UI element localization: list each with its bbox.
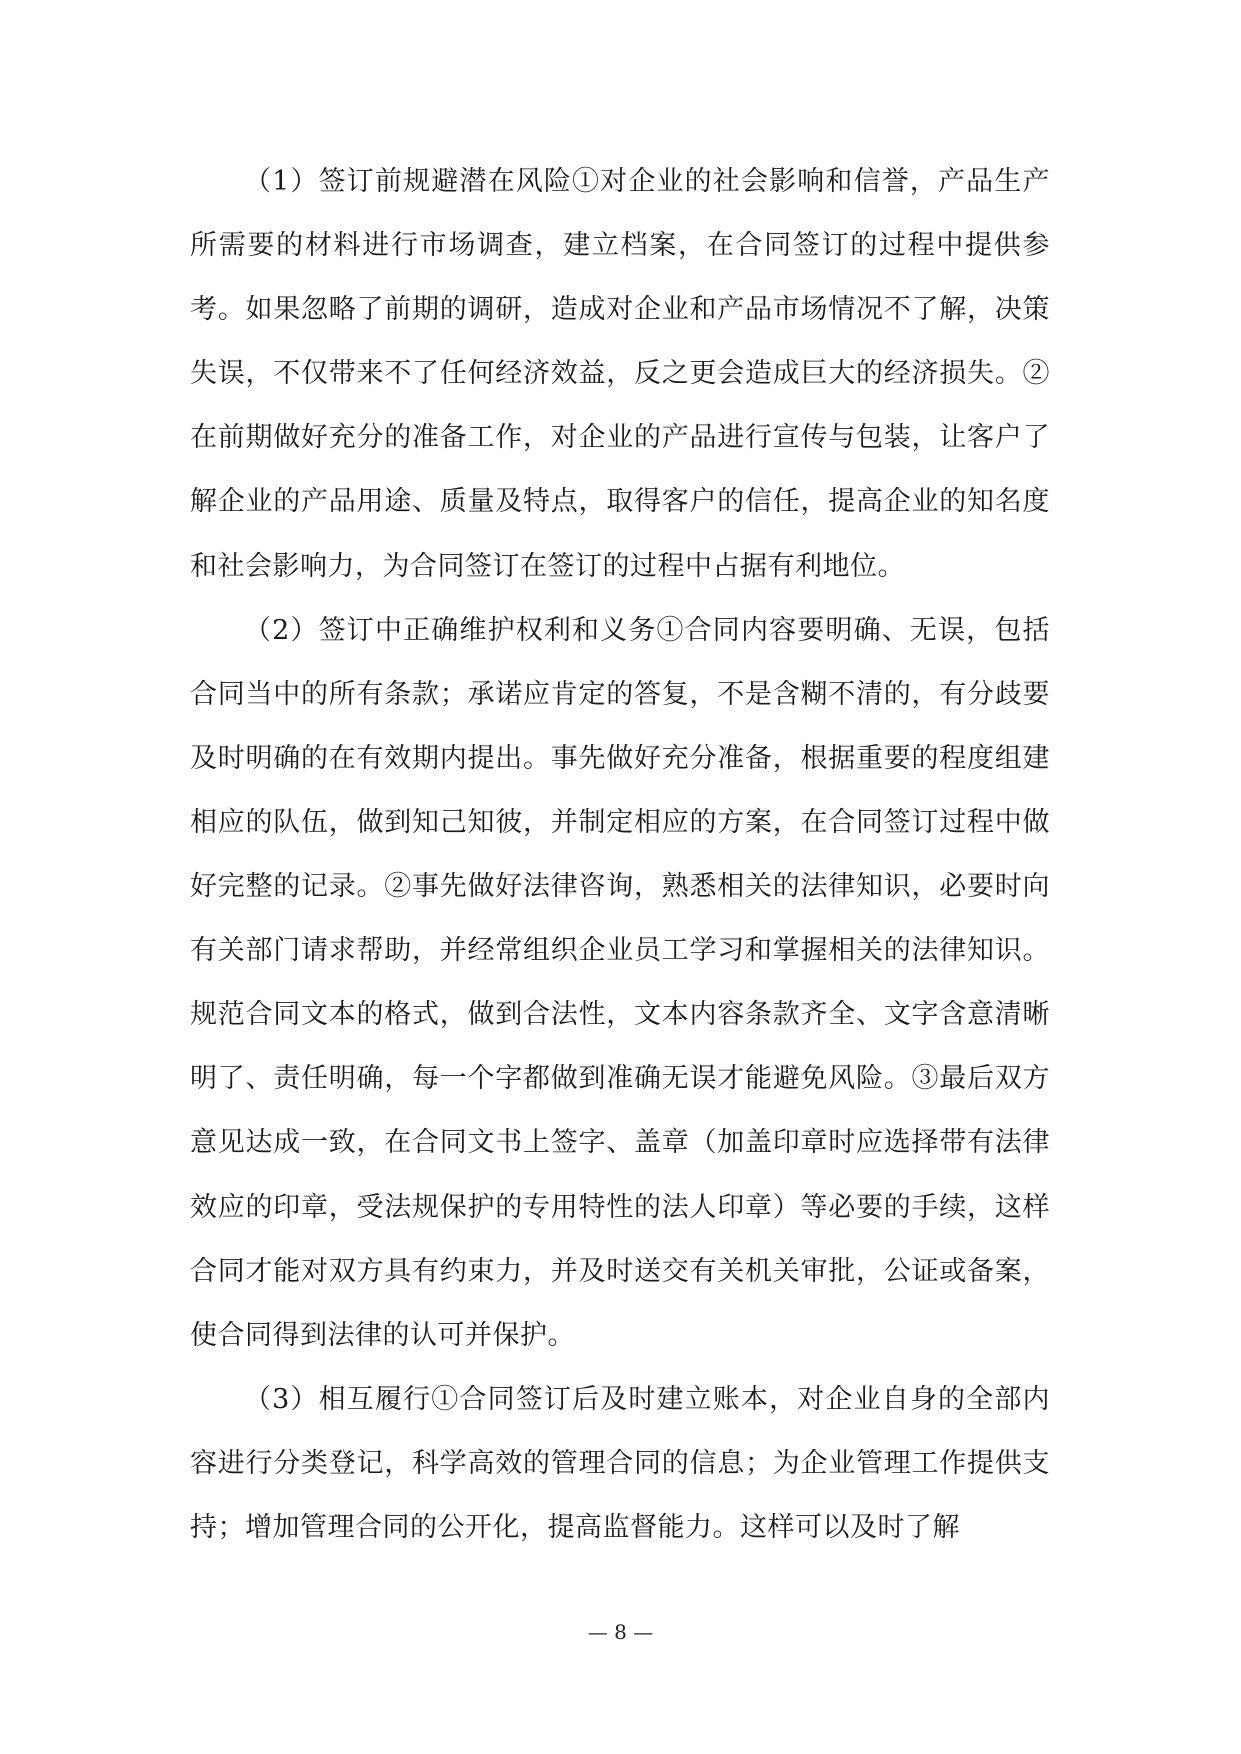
paragraph-1: （1）签订前规避潜在风险①对企业的社会影响和信誉，产品生产所需要的材料进行市场调查，建立档案，在合同签订的过程中提供参考。如果忽略了前期的调研，造成对企业和产品市场情况不了解，决策失误，不仅带来不了任何经济效益，反之更会造成巨大的经济损失。②在前期做好充分的准备工作，对企业的产品进行宣传与包装，让客户了解企业的产品用途、质量及特点，取得客户的信任，提高企业的知名度和社会影响力，为合同签订在签订的过程中占据有利地位。 [190,166,1050,582]
paragraph-3: （3）相互履行①合同签订后及时建立账本，对企业自身的全部内容进行分类登记，科学高效的管理合同的信息；为企业管理工作提供支持；增加管理合同的公开化，提高监督能力。这样可以及时了解 [190,1383,1050,1543]
paragraph-2: （2）签订中正确维护权利和义务①合同内容要明确、无误，包括合同当中的所有条款；承诺应肯定的答复，不是含糊不清的，有分歧要及时明确的在有效期内提出。事先做好充分准备，根据重要的程度组建相应的队伍，做到知己知彼，并制定相应的方案，在合同签订过程中做好完整的记录。②事先做好法律咨询，熟悉相关的法律知识，必要时向有关部门请求帮助，并经常组织企业员工学习和掌握相关的法律知识。规范合同文本的格式，做到合法性，文本内容条款齐全、文字含意清晰明了、责任明确，每一个字都做到准确无误才能避免风险。③最后双方意见达成一致，在合同文书上签字、盖章（加盖印章时应选择带有法律效应的印章，受法规保护的专用特性的法人印章）等必要的手续，这样合同才能对双方具有约束力，并及时送交有关机关审批，公证或备案，使合同得到法律的认可并保护。 [190,614,1050,1351]
page-number: — 8 — [587,1620,654,1644]
document-body [190,150,1050,1560]
